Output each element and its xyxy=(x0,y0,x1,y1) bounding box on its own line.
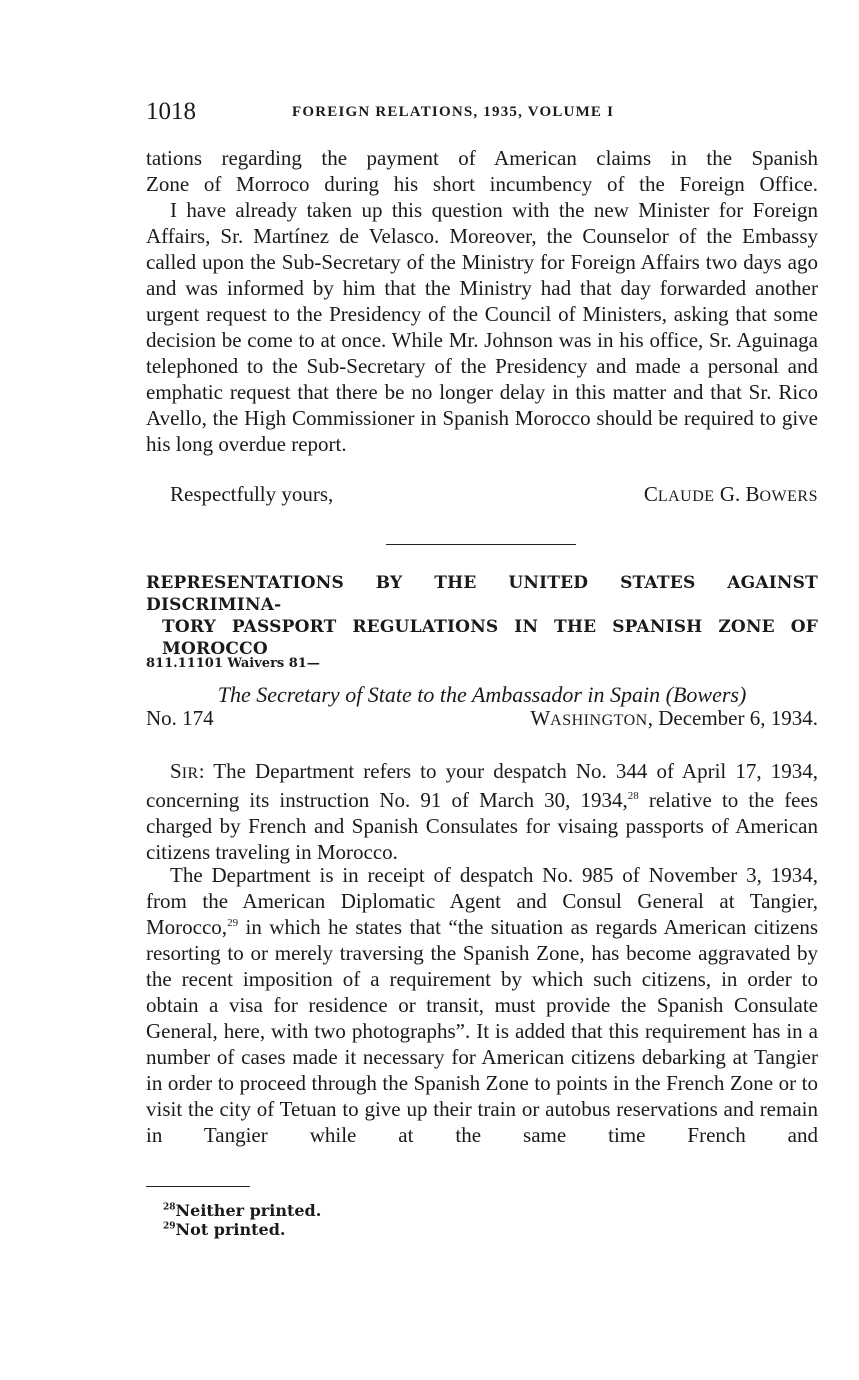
section-heading-line-1: REPRESENTATIONS BY THE UNITED STATES AGAINST DISCRIMINA- xyxy=(146,573,818,615)
dateline-date: , December 6, 1934. xyxy=(647,706,818,730)
body-paragraph-2-text-a: The Department is in receipt of despatch No. 985 of November 3, 1934, from the American Diplomatic Agent and Consul General at Tangier, Morocco, xyxy=(146,863,818,939)
running-head: FOREIGN RELATIONS, 1935, VOLUME I xyxy=(292,104,615,120)
closing-phrase: Respectfully yours, xyxy=(170,482,334,506)
footnote-29 xyxy=(163,1220,285,1239)
file-number: 811.11101 Waivers 81— xyxy=(146,656,320,671)
dateline-place-initial: W xyxy=(530,706,551,730)
footnote-text: Neither printed. xyxy=(175,1201,322,1220)
footnote-ref-29: 29 xyxy=(227,917,239,929)
signature-rest-2: OWERS xyxy=(759,488,818,505)
body-paragraph-2 xyxy=(146,862,818,1148)
signature xyxy=(644,481,818,510)
footnote-28 xyxy=(163,1201,321,1220)
page-header xyxy=(146,98,818,128)
salutation-initial: S xyxy=(170,759,182,783)
footnote-text: Not printed. xyxy=(175,1220,286,1239)
continued-line-2: Zone of Morroco during his short incumbency of the Foreign Office. xyxy=(146,172,818,196)
document-number: No. 174 xyxy=(146,706,214,730)
body-paragraph-1-text-b: relative to the fees charged by French and Spanish Consulates for visaing passports of American citizens traveling in Morocco. xyxy=(146,788,818,864)
signature-rest-1: LAUDE xyxy=(657,488,715,505)
signature-initial-1: C xyxy=(643,482,658,506)
footnote-ref-28: 28 xyxy=(627,790,639,802)
footnote-mark: 29 xyxy=(163,1221,176,1232)
section-heading-line-3: MOROCCO xyxy=(162,639,268,659)
document-title: The Secretary of State to the Ambassador in Spain (Bowers) xyxy=(217,682,747,707)
body-paragraph-2-text-b: in which he states that “the situation as regards American citizens resorting to or merely traversing the Spanish Zone, has become aggravated by the recent imposition of a requirement by which such citizens, in order to obtain a visa for residence or transit, must provide the Spanish Consulate General, here, with two photographs”. It is added that this requirement has in a number of cases made it necessary for American citizens debarking at Tangier in order to proceed through the Spanish Zone to points in the French Zone or to visit the city of Tetuan to give up their train or autobus reservations and remain in Tangier while at the same time French and xyxy=(146,915,818,1147)
footnote-mark: 28 xyxy=(163,1202,176,1213)
body-paragraph-1-text-a: : The Department refers to your despatch No. 344 of April 17, 1934, concerning its instruction No. 91 of March 30, 1934, xyxy=(146,759,818,812)
dateline-place-rest: ASHINGTON xyxy=(550,712,648,729)
continued-line-1: tations regarding the payment of American claims in the Spanish xyxy=(146,146,818,170)
section-heading-line-2: TORY PASSPORT REGULATIONS IN THE SPANISH ZONE OF xyxy=(162,617,818,637)
section-divider xyxy=(386,544,576,545)
letter-closing-line xyxy=(170,481,818,507)
body-paragraph-1 xyxy=(146,758,818,865)
letter-paragraph: I have already taken up this question with the new Minister for Foreign Affairs, Sr. Martínez de Velasco. Moreover, the Counselor of the Embassy called upon the Sub-Secretary of the Ministry for Foreign Affairs two days ago and was informed by him that the Ministry had that day forwarded another urgent request to the Presidency of the Council of Ministers, asking that some decision be come to at once. While Mr. Johnson was in his office, Sr. Aguinaga telephoned to the Sub-Secretary of the Presidency and made a personal and emphatic request that there be no longer delay in this matter and that Sr. Rico Avello, the High Commissioner in Spanish Morocco should be required to give his long overdue report. xyxy=(146,198,818,456)
signature-middle: G. xyxy=(714,482,746,506)
dateline xyxy=(530,706,818,731)
page-number: 1018 xyxy=(146,98,196,125)
footnote-divider xyxy=(146,1186,250,1187)
section-heading xyxy=(146,572,818,660)
signature-initial-2: B xyxy=(745,482,760,506)
salutation-rest: IR xyxy=(181,765,199,782)
